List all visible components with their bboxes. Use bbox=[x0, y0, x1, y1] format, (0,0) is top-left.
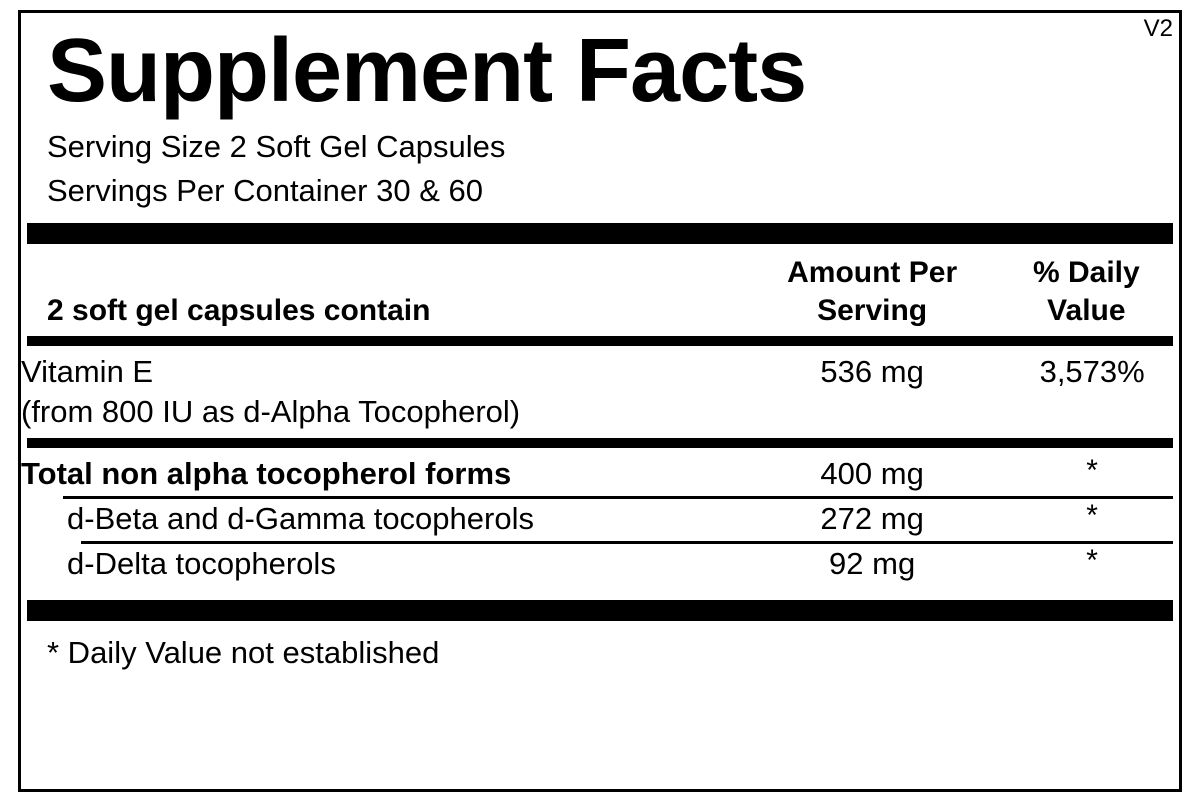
nutrient-section-primary bbox=[21, 346, 1179, 438]
servings-per-container: Servings Per Container 30 & 60 bbox=[47, 173, 483, 208]
supplement-facts-panel bbox=[18, 10, 1182, 792]
nutrient-name-vitamin-e: Vitamin E bbox=[21, 354, 154, 389]
nutrient-table-primary bbox=[21, 352, 1179, 432]
column-header-amount-line2: Serving bbox=[817, 294, 928, 327]
nutrient-table-secondary-3 bbox=[21, 544, 1179, 584]
nutrient-dv-empty bbox=[1005, 392, 1179, 432]
nutrient-dv-total-non-alpha: * bbox=[1086, 454, 1098, 487]
version-tag: V2 bbox=[1143, 15, 1173, 42]
column-header-daily-value bbox=[1005, 254, 1167, 330]
nutrient-dv-delta: * bbox=[1086, 544, 1098, 577]
divider-thick-bottom bbox=[27, 600, 1173, 621]
nutrient-amount-total-non-alpha: 400 mg bbox=[820, 456, 924, 491]
divider-medium-header bbox=[27, 336, 1173, 346]
nutrient-dv-vitamin-e: 3,573% bbox=[1039, 354, 1145, 389]
page-title: Supplement Facts bbox=[47, 21, 807, 121]
table-header bbox=[21, 244, 1179, 336]
column-header-name: 2 soft gel capsules contain bbox=[47, 294, 431, 327]
table-row bbox=[21, 392, 1179, 432]
nutrient-table-secondary-2 bbox=[21, 499, 1179, 539]
nutrient-source-vitamin-e: (from 800 IU as d-Alpha Tocopherol) bbox=[21, 394, 521, 429]
divider-medium-mid bbox=[27, 438, 1173, 448]
column-header-dv-line2: Value bbox=[1047, 294, 1126, 327]
column-header-amount bbox=[739, 254, 1005, 330]
nutrient-table-secondary bbox=[21, 454, 1179, 494]
divider-thick-top bbox=[27, 223, 1173, 244]
footnote-daily-value: * Daily Value not established bbox=[47, 635, 440, 670]
nutrient-amount-vitamin-e: 536 mg bbox=[820, 354, 924, 389]
nutrient-amount-delta: 92 mg bbox=[829, 546, 916, 581]
nutrient-dv-beta-gamma: * bbox=[1086, 499, 1098, 532]
nutrient-name-delta: d-Delta tocopherols bbox=[67, 546, 336, 581]
nutrient-name-beta-gamma: d-Beta and d-Gamma tocopherols bbox=[67, 501, 534, 536]
title-row bbox=[21, 13, 1179, 125]
table-row bbox=[21, 454, 1179, 494]
column-header-dv-line1: % Daily bbox=[1032, 256, 1140, 289]
table-row bbox=[21, 499, 1179, 539]
table-row bbox=[21, 352, 1179, 392]
nutrient-section-secondary bbox=[21, 448, 1179, 590]
nutrient-amount-beta-gamma: 272 mg bbox=[820, 501, 924, 536]
column-header-amount-line1: Amount Per bbox=[787, 256, 958, 289]
serving-size: Serving Size 2 Soft Gel Capsules bbox=[47, 129, 506, 164]
nutrient-name-total-non-alpha: Total non alpha tocopherol forms bbox=[21, 456, 512, 491]
nutrient-amount-empty bbox=[739, 392, 1005, 432]
table-row bbox=[21, 544, 1179, 584]
